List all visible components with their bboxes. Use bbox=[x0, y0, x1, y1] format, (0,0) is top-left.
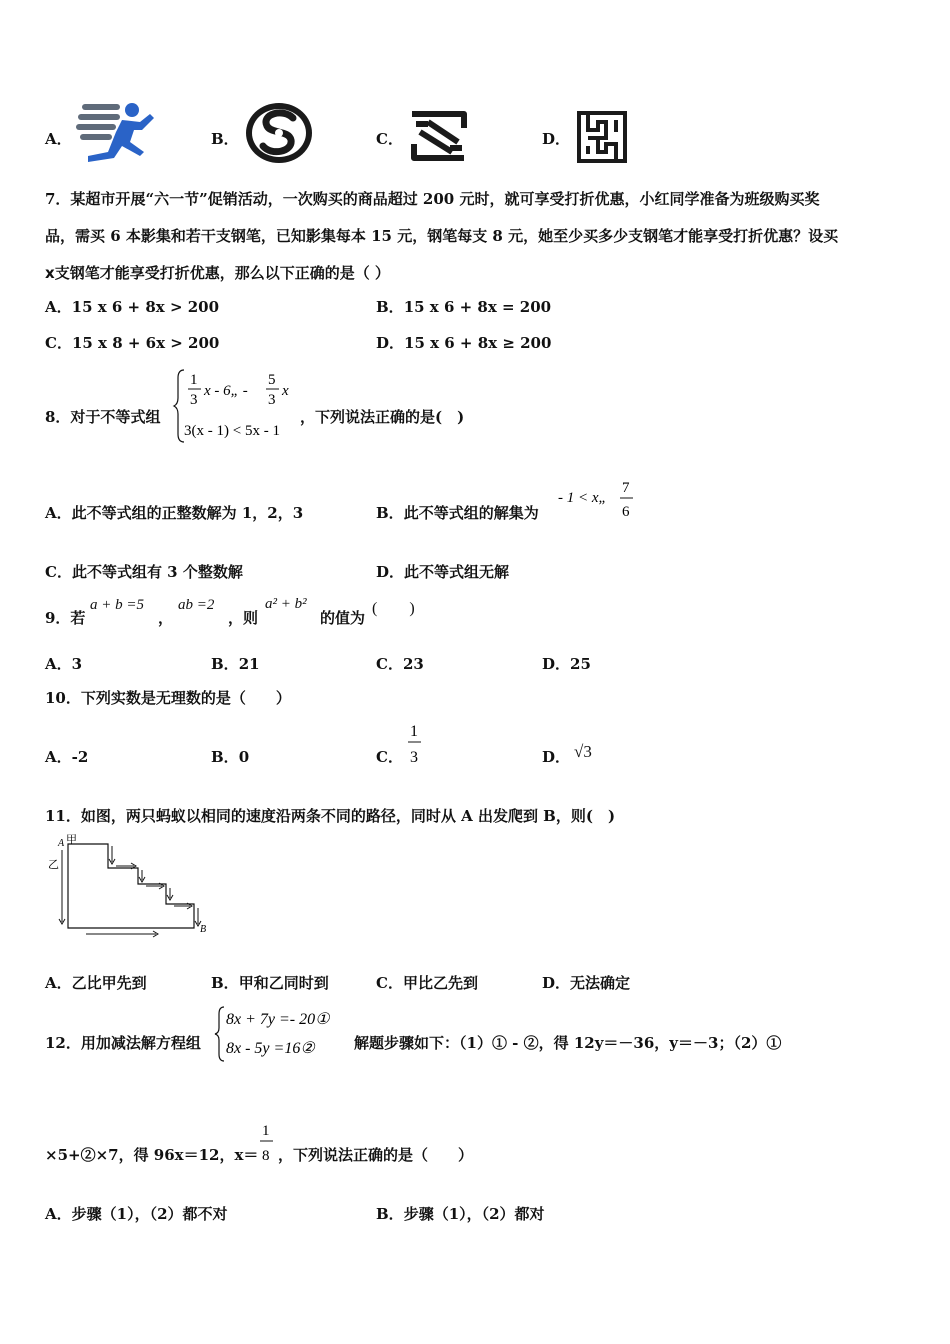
q9-answer-paren: ( ) bbox=[372, 600, 415, 617]
q11-label-b: B bbox=[200, 924, 207, 935]
q8-eq1-left-num: 1 bbox=[190, 372, 198, 388]
q7-option-d-label: D． bbox=[376, 334, 405, 352]
q7-option-b-label: B． bbox=[376, 298, 404, 316]
q9-prefix: 9．若 bbox=[45, 609, 86, 627]
q10-stem: 10．下列实数是无理数的是（ ） bbox=[45, 689, 291, 707]
q12-equation-system bbox=[214, 1004, 354, 1068]
q10-option-c-num: 1 bbox=[410, 723, 418, 740]
q9-option-a-value: 3 bbox=[71, 655, 83, 673]
q11-option-c-text: 甲比乙先到 bbox=[402, 974, 478, 992]
q7-stem-line1: 7．某超市开展“六一节”促销活动，一次购买的商品超过 200 元时，就可享受打折优惠，小红同学准备为班级购买奖 bbox=[45, 190, 820, 208]
q8-suffix: ，下列说法正确的是( ) bbox=[300, 408, 465, 426]
q8-option-a[interactable] bbox=[45, 502, 303, 523]
q7-option-a-expr: 15 x 6 + 8x > 200 bbox=[71, 298, 220, 316]
q10-option-c-den: 3 bbox=[410, 749, 418, 766]
q10-option-a-value: -2 bbox=[71, 748, 89, 766]
q12-prefix: 12．用加减法解方程组 bbox=[45, 1034, 201, 1052]
q7-stem-line3-text: 支钢笔才能享受打折优惠，那么以下正确的是（ ） bbox=[54, 264, 390, 282]
q8-option-c[interactable] bbox=[45, 561, 243, 582]
q8-eq1-right-den: 3 bbox=[268, 392, 276, 408]
q8-option-d-text: 此不等式组无解 bbox=[404, 563, 510, 581]
q11-option-c[interactable] bbox=[376, 972, 478, 993]
q6-option-c-label: C． bbox=[376, 130, 403, 148]
q8-eq2: 3(x - 1) < 5x - 1 bbox=[184, 423, 280, 439]
q9-option-b[interactable] bbox=[211, 653, 260, 674]
q11-option-b-text: 甲和乙同时到 bbox=[238, 974, 329, 992]
q12-option-a[interactable] bbox=[45, 1203, 228, 1224]
q12-option-a-label: A． bbox=[45, 1205, 72, 1223]
q11-option-a-text: 乙比甲先到 bbox=[71, 974, 147, 992]
q12-steps-line2-pre: ×5+②×7，得 96x＝12，x＝ bbox=[45, 1146, 259, 1164]
swirl-s-logo-icon bbox=[243, 100, 315, 170]
q11-label-jia: 甲 bbox=[66, 834, 77, 846]
q12-steps-line1: 解题步骤如下：（1）① - ②，得 12y＝－36，y＝－3；（2）① bbox=[354, 1034, 782, 1052]
q9-expression: a² + b² bbox=[265, 596, 307, 612]
q11-option-a-label: A． bbox=[45, 974, 72, 992]
q7-option-d[interactable] bbox=[376, 332, 551, 353]
q12-x-fraction bbox=[257, 1118, 277, 1170]
q8-eq1-left-den: 3 bbox=[190, 392, 198, 408]
q12-option-b[interactable] bbox=[376, 1203, 545, 1224]
q8-option-c-label: C． bbox=[45, 563, 72, 581]
q8-inequality-system bbox=[172, 366, 312, 450]
q11-option-d-label: D． bbox=[542, 974, 571, 992]
running-figure-logo-icon bbox=[74, 100, 158, 172]
q8-option-b-inequality: - 1 < x„ bbox=[558, 490, 607, 506]
q12-frac-den: 8 bbox=[262, 1148, 270, 1164]
q9-condition-1: a + b =5 bbox=[90, 597, 144, 613]
q10-option-a[interactable] bbox=[45, 746, 88, 767]
q10-option-b-label: B． bbox=[211, 748, 239, 766]
q8-option-a-label: A． bbox=[45, 504, 72, 522]
q11-option-d-text: 无法确定 bbox=[570, 974, 631, 992]
q8-option-b-frac-den: 6 bbox=[622, 504, 630, 520]
q10-option-d-label[interactable]: D． bbox=[542, 748, 571, 766]
q8-option-a-text: 此不等式组的正整数解为 1，2，3 bbox=[71, 504, 304, 522]
q8-option-d-label: D． bbox=[376, 563, 405, 581]
q9-option-a[interactable] bbox=[45, 653, 82, 674]
q11-option-d[interactable] bbox=[542, 972, 630, 993]
q8-option-b-label: B． bbox=[376, 504, 404, 522]
q12-option-b-label: B． bbox=[376, 1205, 404, 1223]
q11-label-yi: 乙 bbox=[48, 859, 59, 871]
interlocked-bands-logo-icon bbox=[408, 108, 470, 168]
q10-option-c-fraction bbox=[404, 718, 426, 772]
q7-option-b[interactable] bbox=[376, 296, 551, 317]
q9-option-d-label: D． bbox=[542, 655, 571, 673]
q11-option-a[interactable] bbox=[45, 972, 147, 993]
q7-option-c-label: C． bbox=[45, 334, 72, 352]
q7-stem-line2: 品，需买 6 本影集和若干支钢笔，已知影集每本 15 元，钢笔每支 8 元，她至少买多少支钢笔才能享受打折优惠？设买 bbox=[45, 227, 839, 245]
q9-option-b-label: B． bbox=[211, 655, 239, 673]
q9-option-a-label: A． bbox=[45, 655, 72, 673]
q9-option-d-value: 25 bbox=[570, 655, 591, 673]
q11-label-a: A bbox=[58, 838, 65, 849]
q10-option-b[interactable] bbox=[211, 746, 249, 767]
q9-option-c-value: 23 bbox=[402, 655, 424, 673]
q9-option-c[interactable] bbox=[376, 653, 424, 674]
q12-option-a-text: 步骤（1），（2）都不对 bbox=[71, 1205, 228, 1223]
q8-eq1-var: x bbox=[282, 383, 289, 399]
q8-option-b-frac-num: 7 bbox=[622, 480, 630, 496]
q7-variable: x bbox=[45, 264, 55, 282]
q10-option-c-label[interactable]: C． bbox=[376, 748, 403, 766]
q7-option-a-label: A． bbox=[45, 298, 72, 316]
q12-steps-line2-post: ，下列说法正确的是（ ） bbox=[278, 1146, 474, 1164]
q11-ant-path-figure bbox=[46, 832, 216, 946]
q8-eq1-mid: x - 6„ - bbox=[204, 383, 248, 399]
q12-frac-num: 1 bbox=[262, 1123, 270, 1139]
q7-option-c-expr: 15 x 8 + 6x > 200 bbox=[71, 334, 220, 352]
q8-option-c-text: 此不等式组有 3 个整数解 bbox=[71, 563, 243, 581]
q8-prefix: 8．对于不等式组 bbox=[45, 408, 161, 426]
q9-option-b-value: 21 bbox=[238, 655, 260, 673]
q9-separator-1: ， bbox=[158, 609, 174, 627]
q9-separator-2: ，则 bbox=[228, 609, 259, 627]
q8-eq1-right-num: 5 bbox=[268, 372, 276, 388]
q9-option-d[interactable] bbox=[542, 653, 591, 674]
q12-eq2: 8x - 5y =16② bbox=[226, 1040, 315, 1057]
q7-option-c[interactable] bbox=[45, 332, 219, 353]
q8-option-b-math bbox=[556, 476, 646, 528]
q7-option-a[interactable] bbox=[45, 296, 219, 317]
q9-option-c-label: C． bbox=[376, 655, 403, 673]
q8-option-b[interactable] bbox=[376, 502, 539, 523]
q11-option-b-label: B． bbox=[211, 974, 239, 992]
q12-eq1: 8x + 7y =- 20① bbox=[226, 1011, 330, 1028]
q11-stem: 11．如图，两只蚂蚁以相同的速度沿两条不同的路径，同时从 A 出发爬到 B，则( ) bbox=[45, 807, 616, 825]
q9-suffix: 的值为 bbox=[320, 609, 366, 627]
q6-option-b-label: B． bbox=[211, 130, 239, 148]
q8-option-d[interactable] bbox=[376, 561, 509, 582]
q6-option-d-label: D． bbox=[542, 130, 571, 148]
q8-option-b-text: 此不等式组的解集为 bbox=[403, 504, 539, 522]
q11-option-c-label: C． bbox=[376, 974, 403, 992]
q7-stem-line3 bbox=[45, 262, 390, 283]
meander-square-logo-icon bbox=[576, 110, 628, 168]
q9-condition-2: ab =2 bbox=[178, 597, 215, 613]
q10-option-a-label: A． bbox=[45, 748, 72, 766]
q10-option-d-value: √3 bbox=[574, 742, 592, 761]
q12-option-b-text: 步骤（1），（2）都对 bbox=[403, 1205, 545, 1223]
q7-option-d-expr: 15 x 6 + 8x ≥ 200 bbox=[404, 334, 552, 352]
q11-option-b[interactable] bbox=[211, 972, 329, 993]
q6-option-a-label: A． bbox=[45, 130, 72, 148]
q7-option-b-expr: 15 x 6 + 8x = 200 bbox=[403, 298, 552, 316]
q10-option-b-value: 0 bbox=[238, 748, 250, 766]
